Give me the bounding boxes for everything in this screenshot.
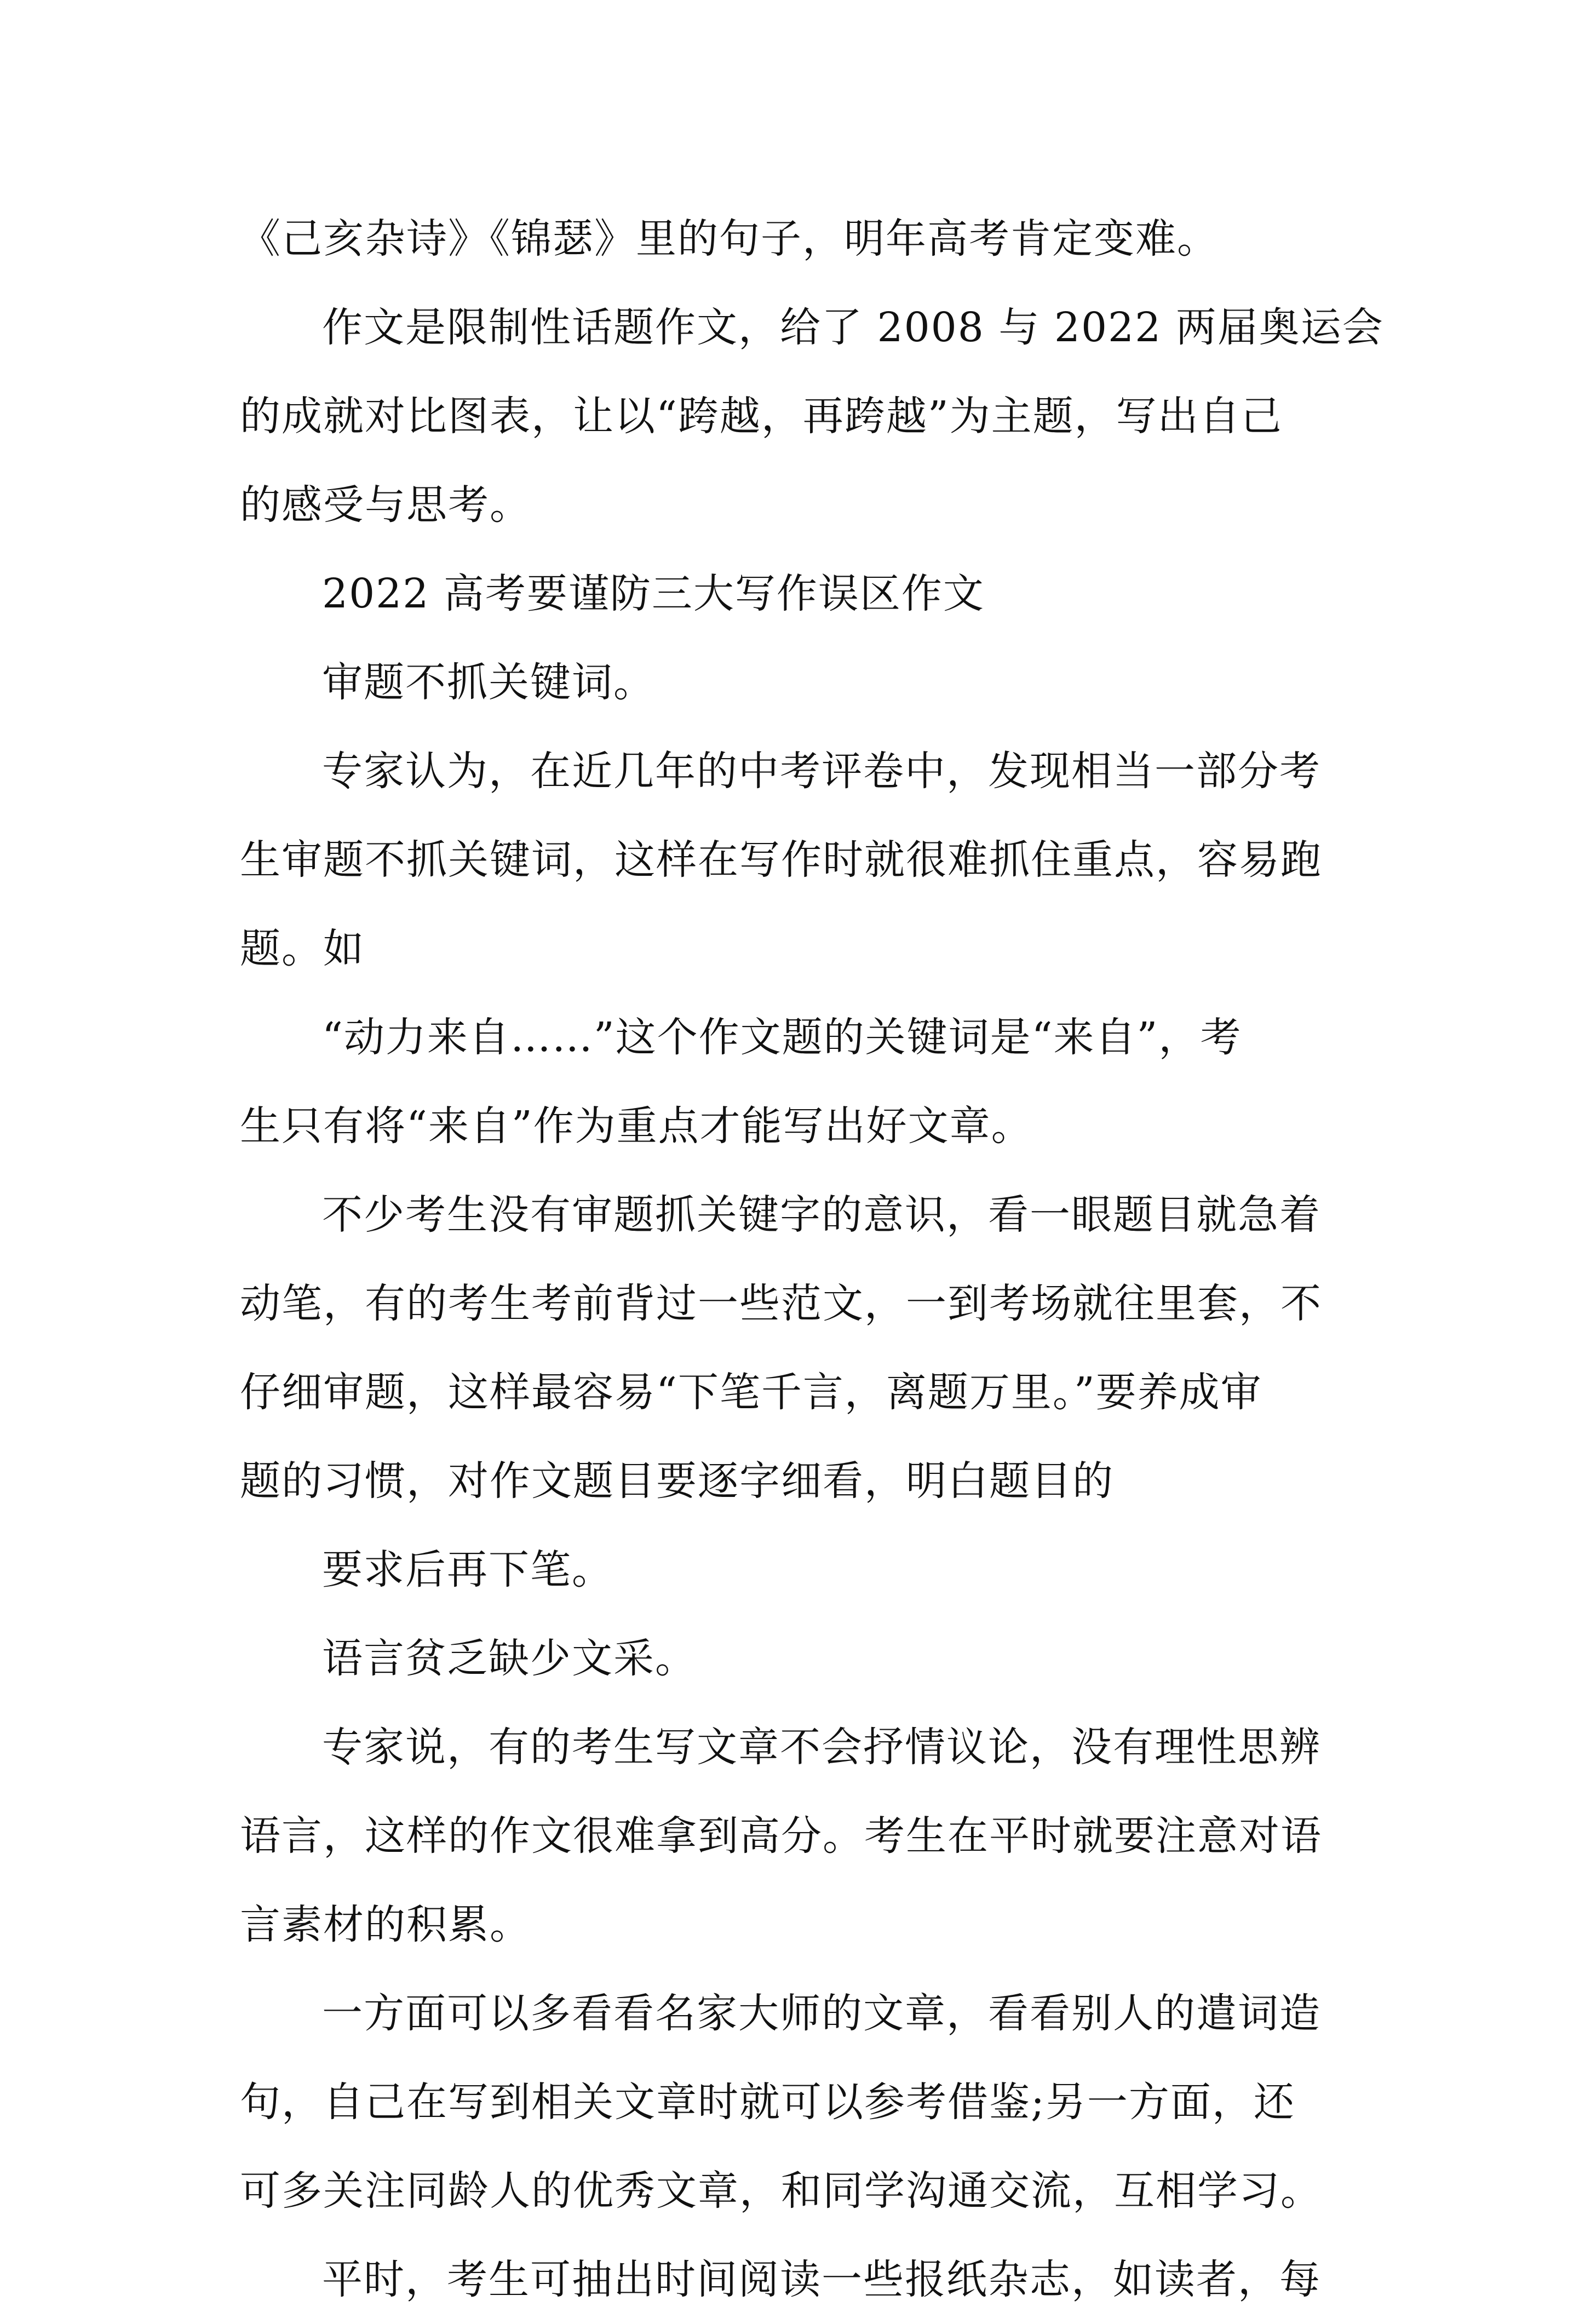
text-line: 审题不抓关键词。 bbox=[322, 659, 655, 706]
text-line: 作文是限制性话题作文，给了 2008 与 2022 两届奥运会 bbox=[322, 304, 1384, 351]
text-line: 生审题不抓关键词，这样在写作时就很难抓住重点，容易跑 bbox=[240, 836, 1322, 883]
text-line: 专家认为，在近几年的中考评卷中，发现相当一部分考 bbox=[322, 748, 1321, 795]
text-line: 的感受与思考。 bbox=[240, 481, 531, 529]
text-line: 语言，这样的作文很难拿到高分。考生在平时就要注意对语 bbox=[240, 1812, 1322, 1860]
text-line: 要求后再下笔。 bbox=[322, 1546, 613, 1593]
text-line: 的成就对比图表，让以“跨越，再跨越”为主题，写出自己 bbox=[240, 393, 1283, 440]
text-line: 题。如 bbox=[240, 925, 365, 972]
text-line: 言素材的积累。 bbox=[240, 1901, 531, 1948]
text-line: 平时，考生可抽出时间阅读一些报纸杂志，如读者，每 bbox=[322, 2256, 1321, 2303]
text-line: 动笔，有的考生考前背过一些范文，一到考场就往里套，不 bbox=[240, 1280, 1322, 1327]
text-line: 《己亥杂诗》《锦瑟》里的句子，明年高考肯定变难。 bbox=[240, 215, 1219, 262]
text-line: 不少考生没有审题抓关键字的意识，看一眼题目就急着 bbox=[322, 1191, 1321, 1238]
text-line: 专家说，有的考生写文章不会抒情议论，没有理性思辨 bbox=[322, 1724, 1321, 1771]
text-line: 句，自己在写到相关文章时就可以参考借鉴;另一方面，还 bbox=[240, 2079, 1295, 2126]
text-line: 可多关注同龄人的优秀文章，和同学沟通交流，互相学习。 bbox=[240, 2167, 1322, 2214]
text-line: 生只有将“来自”作为重点才能写出好文章。 bbox=[240, 1103, 1033, 1150]
section-heading: 2022 高考要谨防三大写作误区作文 bbox=[322, 570, 985, 617]
text-line: 一方面可以多看看名家大师的文章，看看别人的遣词造 bbox=[322, 1990, 1321, 2037]
text-line: 语言贫乏缺少文采。 bbox=[322, 1635, 697, 1682]
document-body bbox=[240, 194, 1384, 2324]
text-line: “动力来自……”这个作文题的关键词是“来自”，考 bbox=[322, 1014, 1242, 1061]
text-line: 仔细审题，这样最容易“下笔千言，离题万里。”要养成审 bbox=[240, 1369, 1262, 1416]
text-line: 题的习惯，对作文题目要逐字细看，明白题目的 bbox=[240, 1457, 1114, 1505]
